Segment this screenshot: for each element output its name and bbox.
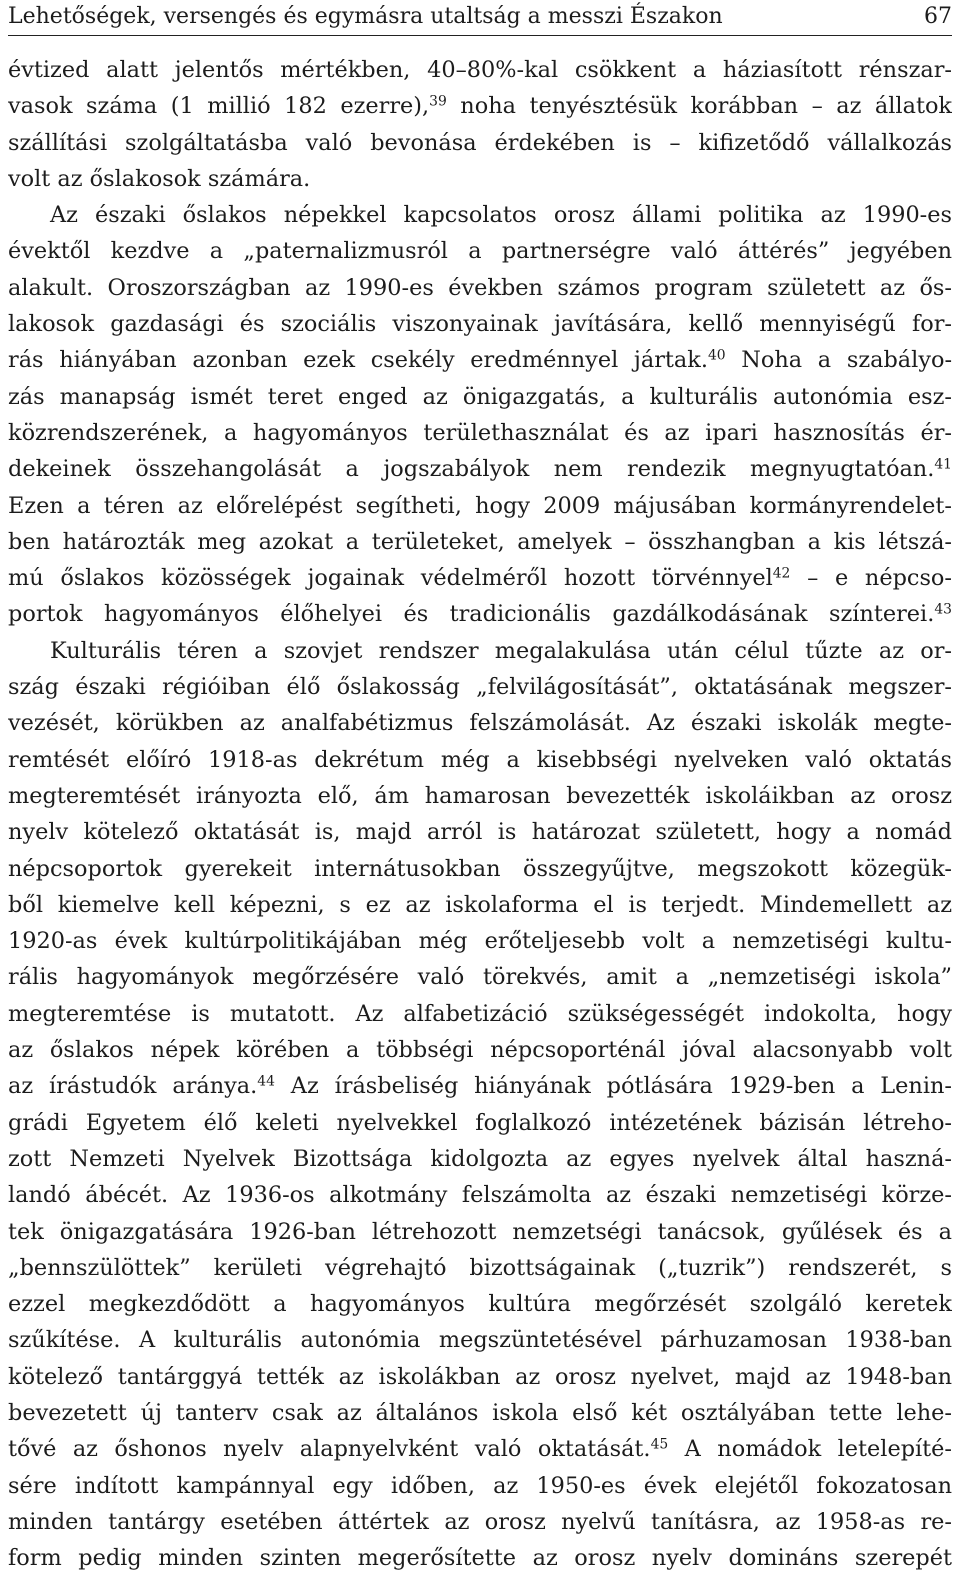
text-line (8, 996, 952, 1032)
text-line (8, 270, 952, 306)
text-run: zott Nemzeti Nyelvek Bizottsága kidolgozta az egyes nyelvek által haszná- (8, 1145, 952, 1172)
text-run: grádi Egyetem élő keleti nyelvekkel foglalkozó intézetének bázisán létreho- (8, 1109, 952, 1136)
text-line (8, 342, 952, 378)
body-text (8, 52, 952, 1576)
text-run: mú őslakos közösségek jogainak védelméről hozott törvénnyel (8, 565, 773, 592)
text-line (8, 851, 952, 887)
text-line (8, 1214, 952, 1250)
text-run: szállítási szolgáltatásba való bevonása érdekében is – kifizetődő vállalkozás (8, 129, 952, 156)
text-run: form pedig minden szinten megerősítette az orosz nyelv domináns szerepét (8, 1545, 952, 1572)
text-run: 1920-as évek kultúrpolitikájában még erőteljesebb volt a nemzetiségi kultu- (8, 928, 952, 955)
text-line (8, 1504, 952, 1540)
text-line (8, 488, 952, 524)
text-line (8, 814, 952, 850)
text-line (8, 306, 952, 342)
text-run: tek önigazgatására 1926-ban létrehozott nemzetségi tanácsok, gyűlések és a (8, 1218, 952, 1245)
text-line (8, 778, 952, 814)
text-run: volt az őslakosok számára. (8, 165, 311, 192)
text-line (8, 1177, 952, 1213)
text-run: megteremtését irányozta elő, ám hamarosan bevezették iskoláikban az orosz (8, 782, 952, 809)
footnote-reference: 43 (934, 601, 952, 618)
text-run: lakosok gazdasági és szociális viszonyainak javítására, kellő mennyiségű for- (8, 311, 952, 338)
text-line (8, 524, 952, 560)
text-line (8, 52, 952, 88)
text-line (8, 669, 952, 705)
text-line (8, 1468, 952, 1504)
text-run: az írástudók aránya. (8, 1073, 258, 1100)
footnote-reference: 45 (650, 1436, 669, 1453)
text-run: Az írásbeliség hiányának pótlására 1929-ben a Lenin- (274, 1073, 952, 1100)
text-run: „bennszülöttek” kerületi végrehajtó bizottságainak („tuzrik”) rendszerét, s (8, 1254, 952, 1281)
text-run: szűkítése. A kulturális autonómia megszüntetésével párhuzamosan 1938-ban (8, 1327, 952, 1354)
text-line (8, 1540, 952, 1576)
text-run: noha tenyésztésük korábban – az állatok (446, 93, 952, 120)
footnote-reference: 42 (772, 565, 791, 582)
footnote-reference: 41 (934, 456, 952, 473)
text-line (8, 233, 952, 269)
text-run: ezzel megkezdődött a hagyományos kultúra megőrzését szolgáló keretek (8, 1291, 952, 1318)
text-run: megteremtése is mutatott. Az alfabetizáció szükségességét indokolta, hogy (8, 1000, 952, 1027)
text-line (8, 560, 952, 596)
text-run: landó ábécét. Az 1936-os alkotmány felszámolta az északi nemzetiségi körze- (8, 1182, 952, 1209)
text-run: minden tantárgy esetében áttértek az orosz nyelvű tanításra, az 1958-as re- (8, 1508, 952, 1535)
text-run: rás hiányában azonban ezek csekély eredménnyel jártak. (8, 347, 708, 374)
footnote-reference: 44 (257, 1073, 275, 1090)
text-line (8, 88, 952, 124)
paragraph-first-line (8, 197, 952, 233)
text-run: szág északi régióiban élő őslakosság „felvilágosítását”, oktatásának megszer- (8, 674, 952, 701)
text-run: vezését, körükben az analfabétizmus felszámolását. Az északi iskolák megte- (8, 710, 952, 737)
text-line (8, 742, 952, 778)
text-run: évektől kezdve a „paternalizmusról a partnerségre való áttérés” jegyében (8, 238, 952, 265)
text-run: dekeinek összehangolását a jogszabályok nem rendezik megnyugtatóan. (8, 456, 935, 483)
footnote-reference: 39 (429, 93, 447, 110)
text-run: vasok száma (1 millió 182 ezerre), (8, 93, 430, 120)
text-run: Az északi őslakos népekkel kapcsolatos orosz állami politika az 1990-es (50, 202, 952, 229)
text-run: az őslakos népek körében a többségi népcsoporténál jóval alacsonyabb volt (8, 1037, 952, 1064)
text-line (8, 1250, 952, 1286)
text-run: nyelv kötelező oktatását is, majd arról is határozat született, hogy a nomád (8, 819, 952, 846)
text-run: népcsoportok gyerekeit internátusokban összegyűjtve, megszokott közegük- (8, 855, 952, 882)
text-run: remtését előíró 1918-as dekrétum még a kisebbségi nyelveken való oktatás (8, 746, 952, 773)
book-page (8, 0, 952, 1576)
text-line (8, 1032, 952, 1068)
text-run: – e népcso- (790, 565, 952, 592)
text-run: évtized alatt jelentős mértékben, 40–80%-kal csökkent a háziasított rénszar- (8, 57, 952, 83)
text-run: kötelező tantárggyá tették az iskolákban az orosz nyelvet, majd az 1948-ban (8, 1363, 952, 1390)
text-run: alakult. Oroszországban az 1990-es években számos program született az ős- (8, 274, 952, 301)
footnote-reference: 40 (707, 347, 726, 364)
text-line (8, 125, 952, 161)
text-line (8, 1359, 952, 1395)
text-line (8, 379, 952, 415)
text-line (8, 1395, 952, 1431)
text-run: Kulturális téren a szovjet rendszer megalakulása után célul tűzte az or- (50, 637, 952, 664)
paragraph-first-line (8, 633, 952, 669)
text-run: portok hagyományos élőhelyei és tradicionális gazdálkodásának színterei. (8, 601, 935, 628)
text-line (8, 1431, 952, 1467)
text-run: közrendszerének, a hagyományos területhasználat és az ipari hasznosítás ér- (8, 419, 952, 446)
text-run: tővé az őshonos nyelv alapnyelvként való oktatását. (8, 1436, 651, 1463)
text-run: zás manapság ismét teret enged az önigazgatás, a kulturális autonómia esz- (8, 383, 952, 410)
text-line (8, 596, 952, 632)
text-run: bevezetett új tanterv csak az általános iskola első két osztályában tette lehe- (8, 1399, 952, 1426)
chapter-title: Lehetőségek, versengés és egymásra utaltság a messzi Északon (8, 4, 723, 29)
text-line (8, 705, 952, 741)
text-line (8, 1068, 952, 1104)
text-line (8, 161, 952, 197)
text-run: Noha a szabályo- (725, 347, 952, 374)
text-line (8, 451, 952, 487)
text-line (8, 959, 952, 995)
text-run: sére indított kampánnyal egy időben, az 1950-es évek elejétől fokozatosan (8, 1472, 952, 1499)
text-line (8, 1105, 952, 1141)
text-run: ben határozták meg azokat a területeket, amelyek – összhangban a kis létszá- (8, 528, 952, 555)
text-line (8, 923, 952, 959)
text-run: Ezen a téren az előrelépést segítheti, hogy 2009 májusában kormányrendelet- (8, 492, 952, 519)
text-line (8, 1286, 952, 1322)
page-number: 67 (924, 4, 952, 29)
text-line (8, 1141, 952, 1177)
text-line (8, 415, 952, 451)
text-line (8, 887, 952, 923)
running-header (8, 0, 952, 36)
text-run: rális hagyományok megőrzésére való törekvés, amit a „nemzetiségi iskola” (8, 964, 952, 991)
text-line (8, 1322, 952, 1358)
text-run: ből kiemelve kell képezni, s ez az iskolaforma el is terjedt. Mindemellett az (8, 891, 952, 918)
text-run: A nomádok letelepíté- (668, 1436, 952, 1463)
